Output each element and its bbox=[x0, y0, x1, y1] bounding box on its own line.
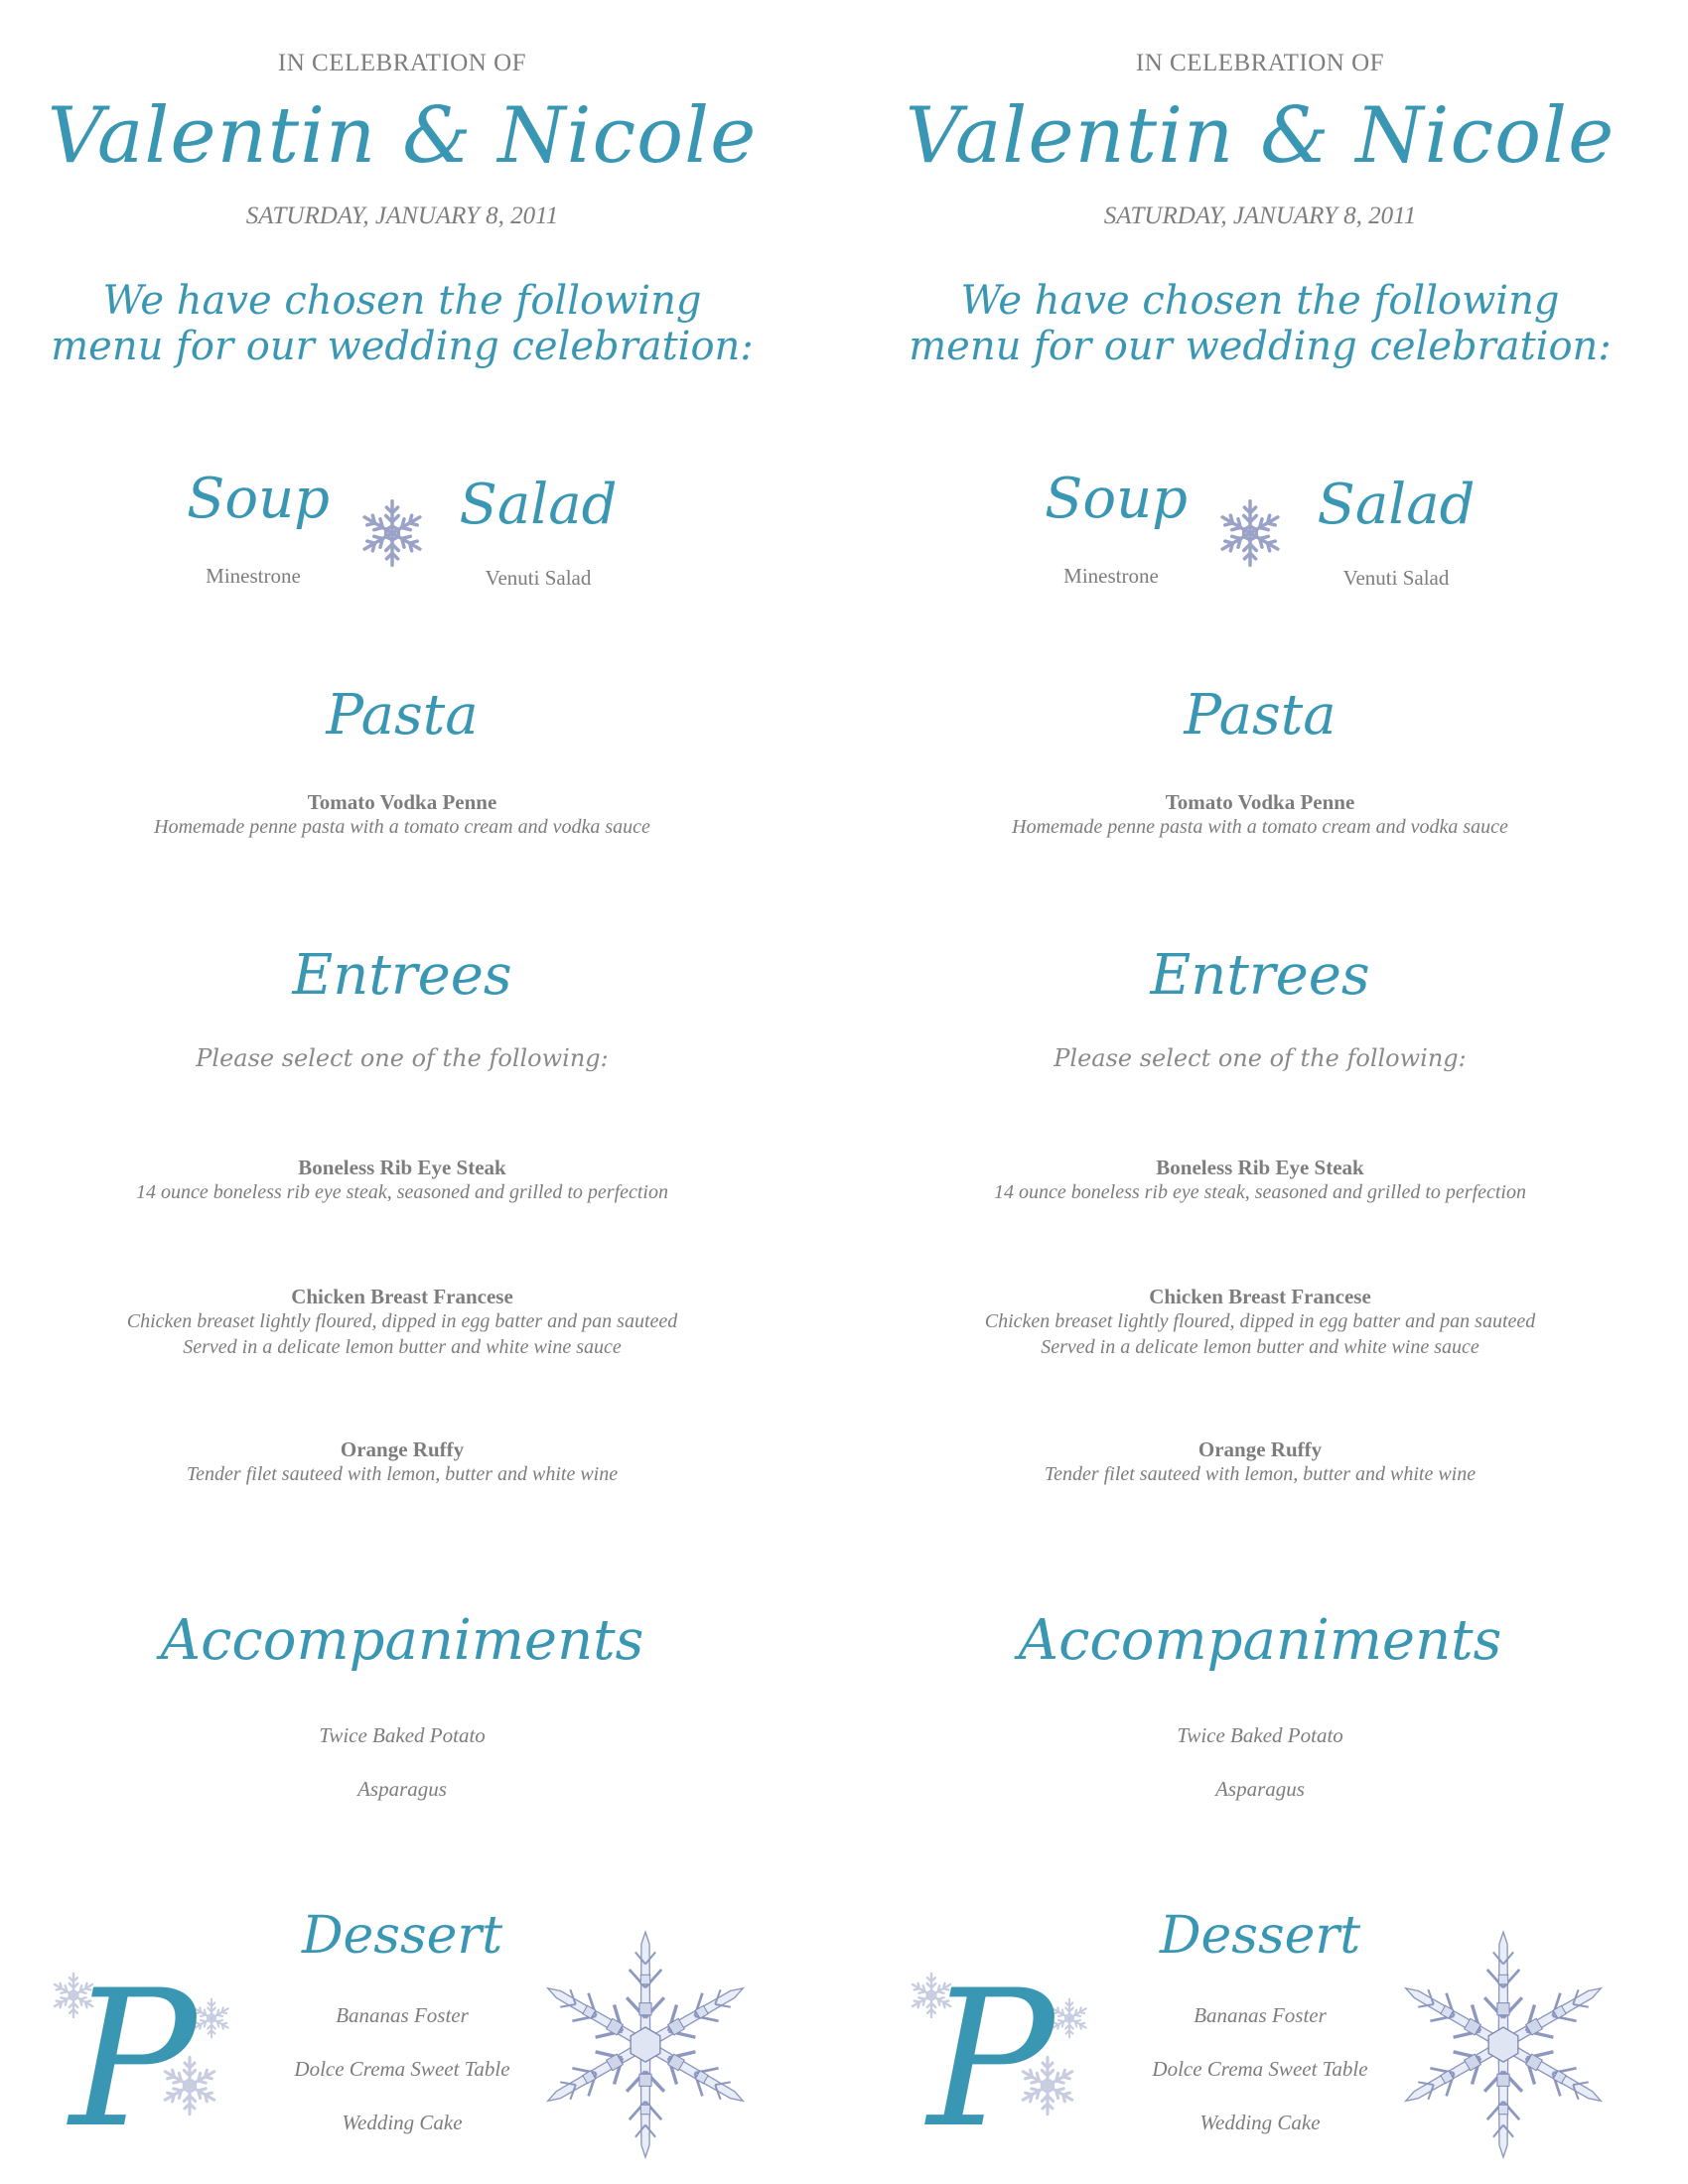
pasta-heading: Pasta bbox=[326, 683, 479, 748]
accompaniment-item: Asparagus bbox=[357, 1777, 447, 1801]
entree-name: Boneless Rib Eye Steak bbox=[1156, 1156, 1364, 1179]
soup-item: Minestrone bbox=[1063, 564, 1159, 588]
snowflake-icon bbox=[1049, 1997, 1090, 2039]
intro-text: IN CELEBRATION OF bbox=[277, 50, 527, 76]
event-date: SATURDAY, JANUARY 8, 2011 bbox=[245, 203, 559, 229]
entree-description: Chicken breaset lightly floured, dipped in egg batter and pan sauteed bbox=[984, 1310, 1536, 1332]
accompaniment-item: Twice Baked Potato bbox=[319, 1723, 486, 1747]
dessert-heading: Dessert bbox=[301, 1906, 503, 1966]
entree-name: Chicken Breast Francese bbox=[291, 1285, 513, 1308]
entree-description: Tender filet sauteed with lemon, butter and white wine bbox=[1044, 1463, 1477, 1485]
soup-heading: Soup bbox=[1045, 467, 1188, 531]
entrees-heading: Entrees bbox=[292, 943, 512, 1008]
dessert-heading: Dessert bbox=[1159, 1906, 1361, 1966]
salad-item: Venuti Salad bbox=[485, 566, 592, 590]
entree-name: Chicken Breast Francese bbox=[1149, 1285, 1371, 1308]
accompaniments-heading: Accompaniments bbox=[160, 1608, 644, 1673]
snowflake-icon bbox=[1382, 1924, 1624, 2184]
pasta-item: Tomato Vodka Penne bbox=[307, 790, 497, 814]
pasta-description: Homemade penne pasta with a tomato cream and vodka sauce bbox=[154, 816, 650, 838]
entrees-heading: Entrees bbox=[1150, 943, 1370, 1008]
entree-description: Tender filet sauteed with lemon, butter and white wine bbox=[186, 1463, 619, 1485]
entree-description: Served in a delicate lemon butter and white wine sauce bbox=[183, 1336, 622, 1358]
pasta-description: Homemade penne pasta with a tomato cream and vodka sauce bbox=[1012, 816, 1508, 838]
entree-name: Orange Ruffy bbox=[1197, 1437, 1323, 1461]
salad-item: Venuti Salad bbox=[1342, 566, 1450, 590]
monogram: P bbox=[70, 1950, 197, 2169]
soup-heading: Soup bbox=[187, 467, 330, 531]
monogram: P bbox=[927, 1950, 1055, 2169]
entrees-instruction: Please select one of the following: bbox=[1054, 1044, 1467, 1072]
snowflake-icon bbox=[357, 498, 427, 568]
pasta-item: Tomato Vodka Penne bbox=[1165, 790, 1355, 814]
snowflake-icon bbox=[524, 1924, 767, 2184]
couple-names: Valentin & Nicole bbox=[905, 91, 1616, 181]
dessert-item: Wedding Cake bbox=[342, 2111, 463, 2134]
entree-name: Boneless Rib Eye Steak bbox=[298, 1156, 506, 1179]
salad-heading: Salad bbox=[459, 473, 618, 537]
accompaniment-item: Asparagus bbox=[1215, 1777, 1305, 1801]
tagline-line-2: menu for our wedding celebration: bbox=[51, 324, 754, 369]
pasta-heading: Pasta bbox=[1184, 683, 1336, 748]
event-date: SATURDAY, JANUARY 8, 2011 bbox=[1103, 203, 1417, 229]
entree-description: 14 ounce boneless rib eye steak, seasoned and grilled to perfection bbox=[136, 1181, 668, 1203]
entree-description: 14 ounce boneless rib eye steak, seasoned and grilled to perfection bbox=[994, 1181, 1526, 1203]
tagline-line-2: menu for our wedding celebration: bbox=[909, 324, 1612, 369]
dessert-item: Bananas Foster bbox=[1194, 2003, 1327, 2027]
salad-heading: Salad bbox=[1317, 473, 1476, 537]
entree-description: Served in a delicate lemon butter and white wine sauce bbox=[1041, 1336, 1479, 1358]
tagline-line-1: We have chosen the following bbox=[960, 278, 1560, 324]
dessert-item: Dolce Crema Sweet Table bbox=[294, 2057, 510, 2081]
couple-names: Valentin & Nicole bbox=[47, 91, 758, 181]
accompaniments-heading: Accompaniments bbox=[1018, 1608, 1502, 1673]
snowflake-icon bbox=[191, 1997, 232, 2039]
dessert-item: Dolce Crema Sweet Table bbox=[1152, 2057, 1368, 2081]
entree-description: Chicken breaset lightly floured, dipped in egg batter and pan sauteed bbox=[126, 1310, 678, 1332]
entrees-instruction: Please select one of the following: bbox=[196, 1044, 609, 1072]
dessert-item: Wedding Cake bbox=[1199, 2111, 1321, 2134]
intro-text: IN CELEBRATION OF bbox=[1135, 50, 1385, 76]
dessert-item: Bananas Foster bbox=[336, 2003, 469, 2027]
entree-name: Orange Ruffy bbox=[340, 1437, 465, 1461]
menu-card-right bbox=[858, 0, 1688, 2184]
soup-item: Minestrone bbox=[206, 564, 301, 588]
tagline-line-1: We have chosen the following bbox=[102, 278, 702, 324]
accompaniment-item: Twice Baked Potato bbox=[1177, 1723, 1343, 1747]
snowflake-icon bbox=[1215, 498, 1285, 568]
